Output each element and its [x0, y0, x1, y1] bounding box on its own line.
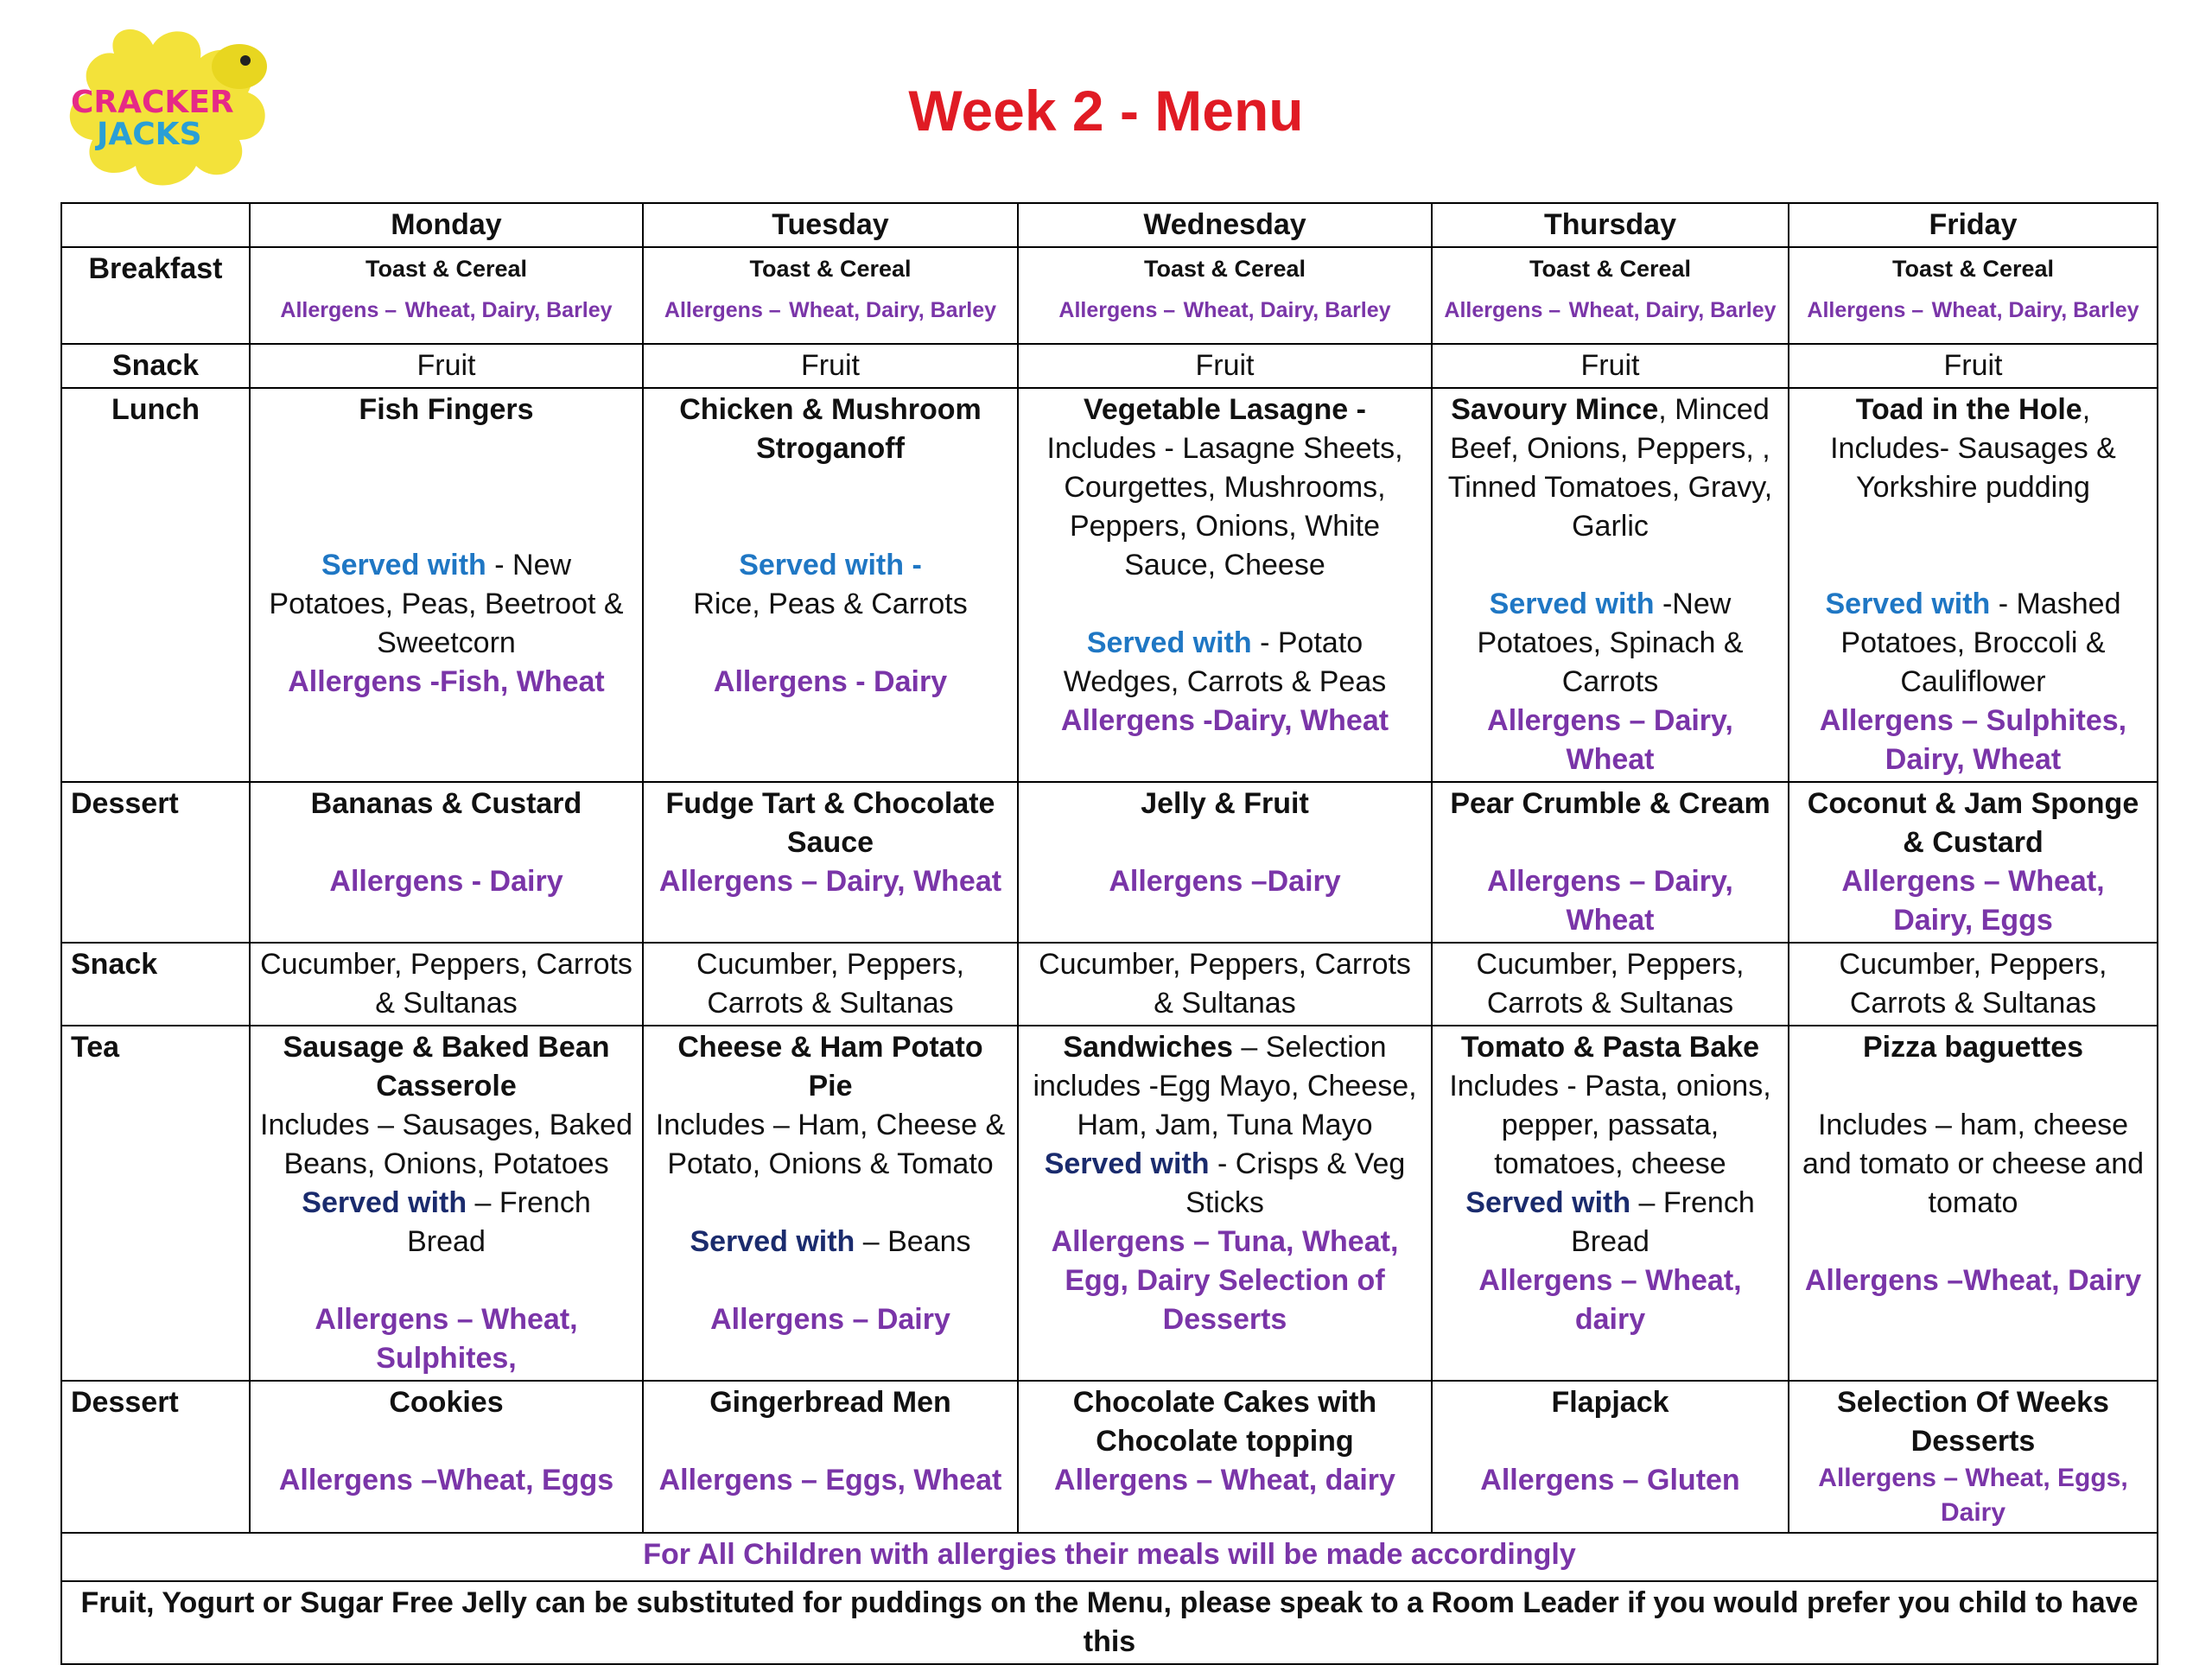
snack-cell: Fruit — [1789, 344, 2158, 388]
tea-row — [61, 1026, 2158, 1381]
snack-cell: Cucumber, Peppers, Carrots & Sultanas — [1432, 943, 1789, 1026]
day-header-row — [61, 203, 2158, 247]
dessert-cell: Chocolate Cakes with Chocolate topping Allergens – Wheat, dairy — [1018, 1381, 1432, 1533]
dessert-row-2 — [61, 1381, 2158, 1533]
row-label-snack: Snack — [61, 344, 250, 388]
dessert-cell: Cookies Allergens –Wheat, Eggs — [250, 1381, 643, 1533]
lunch-cell: Fish Fingers Served with - New Potatoes, Peas, Beetroot & Sweetcorn Allergens -Fish, Wheat — [250, 388, 643, 782]
breakfast-cell: Toast & Cereal Allergens – Wheat, Dairy, Barley — [643, 247, 1018, 344]
tea-cell: Sausage & Baked Bean Casserole Includes – Sausages, Baked Beans, Onions, Potatoes Served with – French Bread Allergens – Wheat, Sulphites, — [250, 1026, 643, 1381]
lunch-cell: Chicken & Mushroom Stroganoff Served with - Rice, Peas & Carrots Allergens - Dairy — [643, 388, 1018, 782]
breakfast-cell: Toast & Cereal Allergens – Wheat, Dairy, Barley — [250, 247, 643, 344]
day-friday: Friday — [1789, 203, 2158, 247]
dessert-cell: Jelly & Fruit Allergens –Dairy — [1018, 782, 1432, 943]
row-label-dessert: Dessert — [61, 782, 250, 943]
dessert-cell: Bananas & Custard Allergens - Dairy — [250, 782, 643, 943]
corner-cell — [61, 203, 250, 247]
breakfast-cell: Toast & Cereal Allergens – Wheat, Dairy, Barley — [1018, 247, 1432, 344]
dessert-cell: Flapjack Allergens – Gluten — [1432, 1381, 1789, 1533]
lunch-cell: Savoury Mince, Minced Beef, Onions, Peppers, , Tinned Tomatoes, Gravy, Garlic Served with -New Potatoes, Spinach & Carrots Allergens – Dairy, Wheat — [1432, 388, 1789, 782]
snack-cell: Fruit — [643, 344, 1018, 388]
dessert-cell: Gingerbread Men Allergens – Eggs, Wheat — [643, 1381, 1018, 1533]
snack-cell: Cucumber, Peppers, Carrots & Sultanas — [1789, 943, 2158, 1026]
substitution-notice: Fruit, Yogurt or Sugar Free Jelly can be substituted for puddings on the Menu, please speak to a Room Leader if you would prefer you child to have this — [61, 1581, 2158, 1664]
snack-cell: Fruit — [1018, 344, 1432, 388]
snack-row-1 — [61, 344, 2158, 388]
snack-cell: Cucumber, Peppers, Carrots & Sultanas — [1018, 943, 1432, 1026]
snack-cell: Fruit — [1432, 344, 1789, 388]
tea-cell: Tomato & Pasta Bake Includes - Pasta, onions, pepper, passata, tomatoes, cheese Served with – French Bread Allergens – Wheat, dairy — [1432, 1026, 1789, 1381]
allergy-notice: For All Children with allergies their meals will be made accordingly — [61, 1533, 2158, 1581]
lunch-row — [61, 388, 2158, 782]
svg-text:CRACKER: CRACKER — [71, 85, 234, 120]
row-label-dessert: Dessert — [61, 1381, 250, 1533]
day-thursday: Thursday — [1432, 203, 1789, 247]
dessert-cell: Pear Crumble & Cream Allergens – Dairy, Wheat — [1432, 782, 1789, 943]
svg-text:JACKS: JACKS — [97, 117, 202, 152]
tea-cell: Pizza baguettes Includes – ham, cheese and tomato or cheese and tomato Allergens –Wheat, Dairy — [1789, 1026, 2158, 1381]
tea-cell: Sandwiches – Selection includes -Egg Mayo, Cheese, Ham, Jam, Tuna Mayo Served with - Crisps & Veg Sticks Allergens – Tuna, Wheat, Egg, Dairy Selection of Desserts — [1018, 1026, 1432, 1381]
dessert-cell: Selection Of Weeks Desserts Allergens – Wheat, Eggs, Dairy — [1789, 1381, 2158, 1533]
row-label-breakfast: Breakfast — [61, 247, 250, 344]
dessert-cell: Coconut & Jam Sponge & Custard Allergens – Wheat, Dairy, Eggs — [1789, 782, 2158, 943]
tea-cell: Cheese & Ham Potato Pie Includes – Ham, Cheese & Potato, Onions & Tomato Served with – Beans Allergens – Dairy — [643, 1026, 1018, 1381]
snack-row-2 — [61, 943, 2158, 1026]
dessert-cell: Fudge Tart & Chocolate Sauce Allergens – Dairy, Wheat — [643, 782, 1018, 943]
day-monday: Monday — [250, 203, 643, 247]
day-tuesday: Tuesday — [643, 203, 1018, 247]
row-label-tea: Tea — [61, 1026, 250, 1381]
day-wednesday: Wednesday — [1018, 203, 1432, 247]
row-label-snack: Snack — [61, 943, 250, 1026]
lunch-cell: Vegetable Lasagne - Includes - Lasagne Sheets, Courgettes, Mushrooms, Peppers, Onions, White Sauce, Cheese Served with - Potato Wedges, Carrots & Peas Allergens -Dairy, Wheat — [1018, 388, 1432, 782]
substitution-notice-row — [61, 1581, 2158, 1664]
menu-table — [60, 202, 2158, 1665]
lunch-cell: Toad in the Hole, Includes- Sausages & Yorkshire pudding Served with - Mashed Potatoes, Broccoli & Cauliflower Allergens – Sulphites, Dairy, Wheat — [1789, 388, 2158, 782]
breakfast-cell: Toast & Cereal Allergens – Wheat, Dairy, Barley — [1789, 247, 2158, 344]
page-title: Week 2 - Menu — [908, 79, 1304, 143]
snack-cell: Cucumber, Peppers, Carrots & Sultanas — [250, 943, 643, 1026]
snack-cell: Fruit — [250, 344, 643, 388]
row-label-lunch: Lunch — [61, 388, 250, 782]
breakfast-cell: Toast & Cereal Allergens – Wheat, Dairy, Barley — [1432, 247, 1789, 344]
dessert-row-1 — [61, 782, 2158, 943]
snack-cell: Cucumber, Peppers, Carrots & Sultanas — [643, 943, 1018, 1026]
allergy-notice-row — [61, 1533, 2158, 1581]
breakfast-row — [61, 247, 2158, 344]
